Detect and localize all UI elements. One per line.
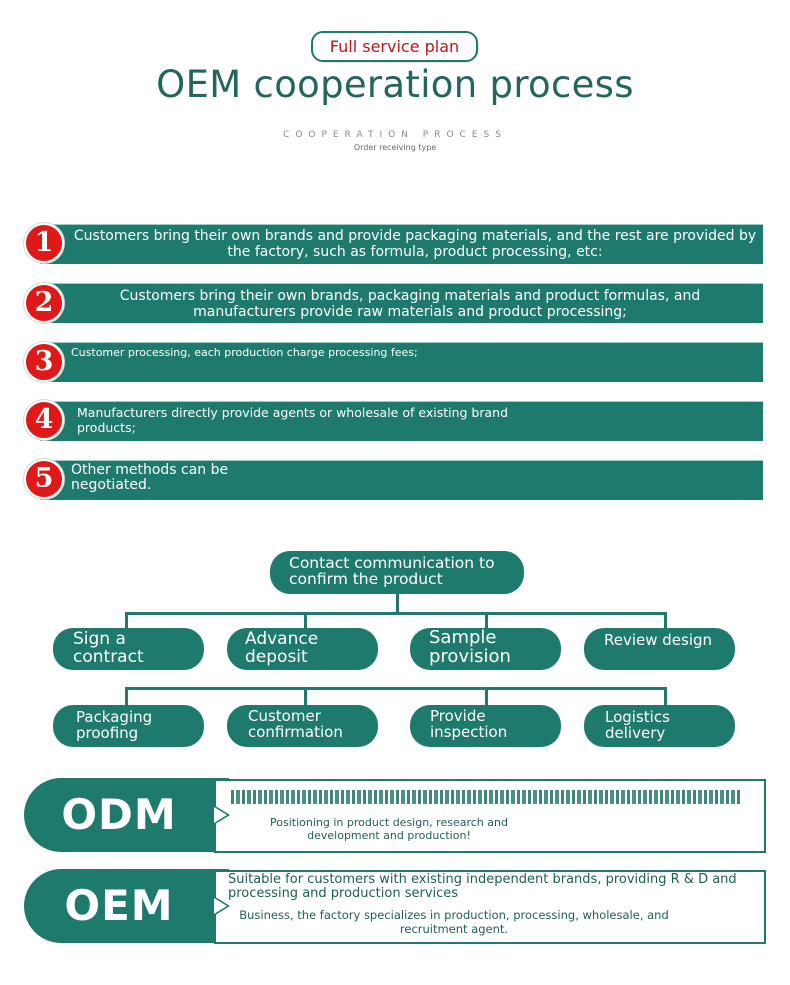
oem-description-2: Business, the factory specializes in production, processing, wholesale, and recruitment agent.	[239, 908, 669, 937]
flow-node-label: Advance deposit	[245, 629, 319, 667]
flow-root-node	[270, 551, 524, 594]
flow-node-label: Provide inspection	[430, 707, 508, 741]
connector-row2-drop-1	[125, 687, 128, 707]
connector-root-down	[396, 593, 399, 614]
step-text-1: Customers bring their own brands and provide packaging materials, and the rest are provided by the factory, such as formula, product processing, etc:	[73, 228, 757, 261]
step-text-2: Customers bring their own brands, packaging materials and product formulas, and manufacturers provide raw materials and product processing;	[119, 288, 701, 321]
connector-row2-drop-4	[664, 687, 667, 707]
step-number-1: 1	[24, 223, 64, 263]
flow-node-advance-deposit	[227, 628, 378, 670]
step-number-4: 4	[24, 400, 64, 440]
step-number-2: 2	[24, 283, 64, 323]
flow-node-label: Sample provision	[429, 627, 511, 667]
service-plan-tag: Full service plan	[311, 31, 478, 62]
connector-row2-horizontal	[125, 687, 667, 690]
flow-node-label: Logistics delivery	[605, 708, 670, 742]
oem-label: OEM	[59, 881, 179, 931]
odm-garbled-text	[231, 790, 741, 804]
connector-row2-drop-2	[304, 687, 307, 707]
flow-node-label: Customer confirmation	[248, 707, 343, 741]
flow-node-label: Review design	[604, 631, 713, 649]
flow-node-review-design	[584, 628, 735, 670]
step-number-3: 3	[24, 342, 64, 382]
step-bar-5	[40, 460, 763, 500]
subtitle-small: Order receiving type	[353, 143, 437, 152]
flow-node-sign-contract	[53, 628, 204, 670]
oem-description: Suitable for customers with existing independent brands, providing R & D and processing and production services	[228, 872, 737, 901]
flow-node-customer-confirmation	[227, 705, 378, 747]
flow-node-sample-provision	[410, 628, 561, 670]
flow-node-label: Sign a contract	[73, 629, 144, 667]
step-bar-1	[40, 224, 763, 264]
flow-root-label: Contact communication to confirm the product	[289, 554, 495, 589]
subtitle-english: COOPERATION PROCESS	[283, 130, 507, 140]
page-title: OEM cooperation process	[156, 63, 634, 106]
step-bar-3	[40, 342, 763, 382]
step-number-5: 5	[24, 459, 64, 499]
step-text-5: Other methods can be negotiated.	[71, 462, 229, 494]
oem-block	[24, 869, 764, 943]
flow-node-packaging-proofing	[53, 705, 204, 747]
oem-notch-inner	[214, 898, 227, 914]
flow-node-logistics-delivery	[584, 705, 735, 747]
odm-label: ODM	[59, 790, 179, 840]
odm-notch-inner	[214, 807, 227, 823]
flow-node-provide-inspection	[410, 705, 561, 747]
step-text-4: Manufacturers directly provide agents or wholesale of existing brand products;	[77, 405, 509, 435]
odm-description: Positioning in product design, research and development and production!	[270, 816, 508, 843]
connector-row2-drop-3	[485, 687, 488, 707]
step-bar-2	[40, 283, 763, 323]
step-bar-4	[40, 401, 763, 441]
flow-node-label: Packaging proofing	[76, 708, 153, 742]
step-text-3: Customer processing, each production charge processing fees;	[71, 346, 418, 359]
connector-row1-horizontal	[125, 612, 667, 615]
odm-block	[24, 778, 764, 852]
